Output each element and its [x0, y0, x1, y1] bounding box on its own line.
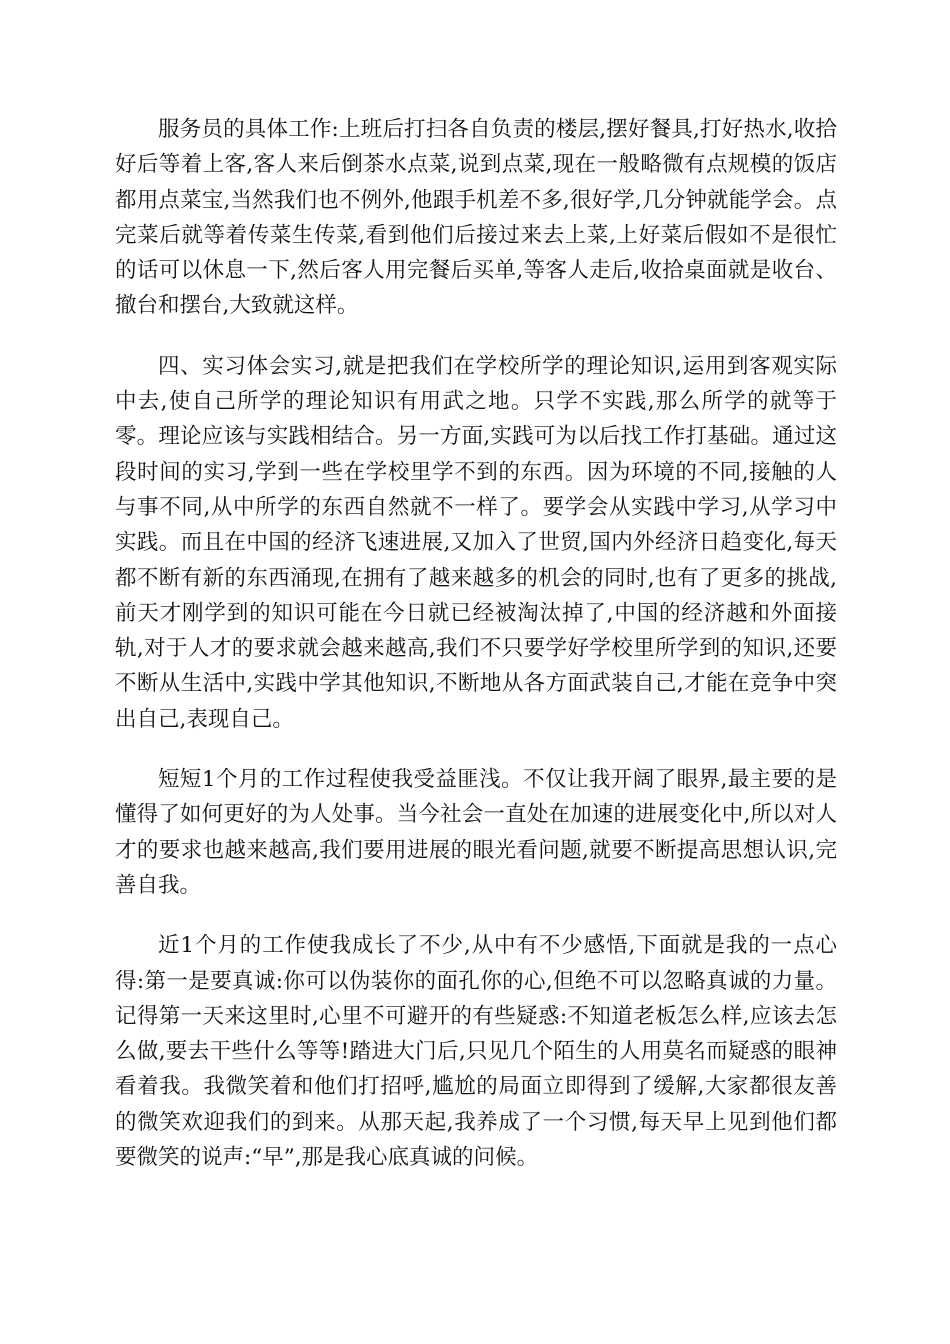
paragraph-insights: 近1个月的工作使我成长了不少,从中有不少感悟,下面就是我的一点心得:第一是要真诚:你可以伪装你的面孔你的心,但绝不可以忽略真诚的力量。记得第一天来这里时,心里不可避开的有些疑惑:不知道老板怎么样,应该去怎么做,要去干些什么等等!踏进大门后,只见几个陌生的人用莫名而疑惑的眼神看着我。我微笑着和他们打招呼,尴尬的局面立即得到了缓解,大家都很友善的微笑欢迎我们的到来。从那天起,我养成了一个习惯,每天早上见到他们都要微笑的说声:“早”,那是我心底真诚的问候。	[115, 933, 837, 1171]
document-page	[115, 112, 837, 1200]
paragraph-internship-reflection: 四、实习体会实习,就是把我们在学校所学的理论知识,运用到客观实际中去,使自己所学的理论知识有用武之地。只学不实践,那么所学的就等于零。理论应该与实践相结合。另一方面,实践可为以后找工作打基础。通过这段时间的实习,学到一些在学校里学不到的东西。因为环境的不同,接触的人与事不同,从中所学的东西自然就不一样了。要学会从实践中学习,从学习中实践。而且在中国的经济飞速进展,又加入了世贸,国内外经济日趋变化,每天都不断有新的东西涌现,在拥有了越来越多的机会的同时,也有了更多的挑战,前天才刚学到的知识可能在今日就已经被淘汰掉了,中国的经济越和外面接轨,对于人才的要求就会越来越高,我们不只要学好学校里所学到的知识,还要不断从生活中,实践中学其他知识,不断地从各方面武装自己,才能在竞争中突出自己,表现自己。	[115, 353, 837, 732]
paragraph-duties: 服务员的具体工作:上班后打扫各自负责的楼层,摆好餐具,打好热水,收拾好后等着上客,客人来后倒茶水点菜,说到点菜,现在一般略微有点规模的饭店都用点菜宝,当然我们也不例外,他跟手机差不多,很好学,几分钟就能学会。点完菜后就等着传菜生传菜,看到他们后接过来去上菜,上好菜后假如不是很忙的话可以休息一下,然后客人用完餐后买单,等客人走后,收拾桌面就是收台、撤台和摆台,大致就这样。	[115, 117, 837, 319]
paragraph-benefits: 短短1个月的工作过程使我受益匪浅。不仅让我开阔了眼界,最主要的是懂得了如何更好的为人处事。当今社会一直处在加速的进展变化中,所以对人才的要求也越来越高,我们要用进展的眼光看问题,就要不断提高思想认识,完善自我。	[115, 767, 837, 898]
